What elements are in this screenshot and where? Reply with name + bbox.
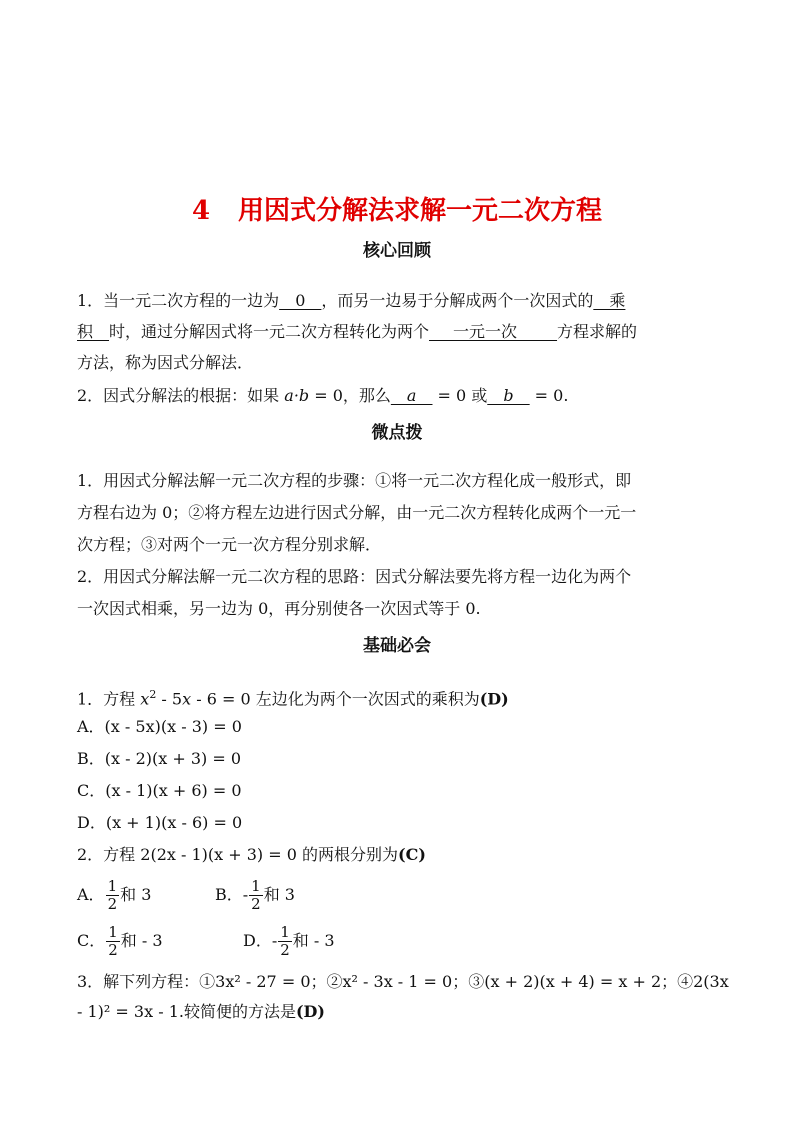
question-1-stem: 1．方程 $x^2 - 5x - 6 = 0$ 左边化为两个一次因式的乘积为(D) xyxy=(77,688,509,709)
review-line-2: 积__时，通过分解因式将一元二次方程转化为两个___一元一次_____方程求解的 xyxy=(77,322,638,341)
page-title xyxy=(0,190,794,227)
question-2-option-a: A． $\frac{1}{2}$ 和 3 xyxy=(77,877,152,913)
review-line-1: 1．当一元二次方程的一边为__0__，而另一边易于分解成两个一次因式的__乘 xyxy=(77,291,626,310)
tips-line-5: 一次因式相乘，另一边为 0，再分别使各一次因式等于 0. xyxy=(77,599,481,618)
tips-line-3: 次方程；③对两个一元一次方程分别求解． xyxy=(77,535,382,554)
tips-line-2: 方程右边为 0；②将方程左边进行因式分解，由一元二次方程转化成两个一元一 xyxy=(77,503,637,522)
answer-badge: (D) xyxy=(479,689,509,709)
fraction: $\frac{1}{2}$ xyxy=(108,923,118,959)
fill-blank-a: __a__ xyxy=(390,386,433,405)
lesson-title: 用因式分解法求解一元二次方程 xyxy=(238,196,603,226)
answer-badge: (C) xyxy=(398,845,426,864)
fraction: $\frac{1}{2}$ xyxy=(280,923,290,959)
answer-badge: (D) xyxy=(295,1002,325,1021)
question-1-option-a: A．(x - 5x)(x - 3) = 0 xyxy=(77,717,242,736)
section-heading-basics: 基础必会 xyxy=(363,636,431,656)
lesson-number: 4 xyxy=(191,196,211,226)
fill-blank-zero: __0__ xyxy=(279,291,322,310)
question-2-options-row-1 xyxy=(77,874,717,914)
question-2-option-b: B．- $\frac{1}{2}$ 和 3 xyxy=(215,877,295,913)
question-1-option-b: B．(x - 2)(x + 3) = 0 xyxy=(77,749,242,768)
fill-blank-product: __乘 xyxy=(593,291,626,310)
fraction: $\frac{1}{2}$ xyxy=(251,877,261,913)
fill-blank-product-cont: 积__ xyxy=(77,322,110,341)
question-3-stem-line-2: - 1)² = 3x - 1.较简便的方法是(D) xyxy=(77,1002,325,1021)
tips-line-4: 2．用因式分解法解一元二次方程的思路：因式分解法要先将方程一边化为两个 xyxy=(77,567,632,586)
review-line-4: 2．因式分解法的根据：如果 a·b = 0，那么__a__ = 0 或__b__ = 0. xyxy=(77,386,569,405)
question-2-option-d: D．- $\frac{1}{2}$ 和 - 3 xyxy=(243,923,335,959)
fill-blank-b: __b__ xyxy=(487,386,530,405)
question-2-option-c: C． $\frac{1}{2}$ 和 - 3 xyxy=(77,923,163,959)
question-3-stem-line-1: 3．解下列方程：①3x² - 27 = 0；②x² - 3x - 1 = 0；③(x + 2)(x + 4) = x + 2；④2(3x xyxy=(77,972,729,991)
question-2-options-row-2 xyxy=(77,920,717,960)
question-2-stem: 2．方程 2(2x - 1)(x + 3) = 0 的两根分别为(C) xyxy=(77,845,426,864)
fraction: $\frac{1}{2}$ xyxy=(107,877,118,913)
fill-blank-linear: ___一元一次_____ xyxy=(429,322,558,341)
tips-line-1: 1．用因式分解法解一元二次方程的步骤：①将一元二次方程化成一般形式，即 xyxy=(77,471,632,490)
review-line-3: 方法，称为因式分解法． xyxy=(77,353,254,372)
question-1-option-c: C．(x - 1)(x + 6) = 0 xyxy=(77,781,242,800)
section-heading-review: 核心回顾 xyxy=(363,241,431,261)
question-1-option-d: D．(x + 1)(x - 6) = 0 xyxy=(77,813,243,832)
section-heading-tips: 微点拨 xyxy=(371,423,423,443)
